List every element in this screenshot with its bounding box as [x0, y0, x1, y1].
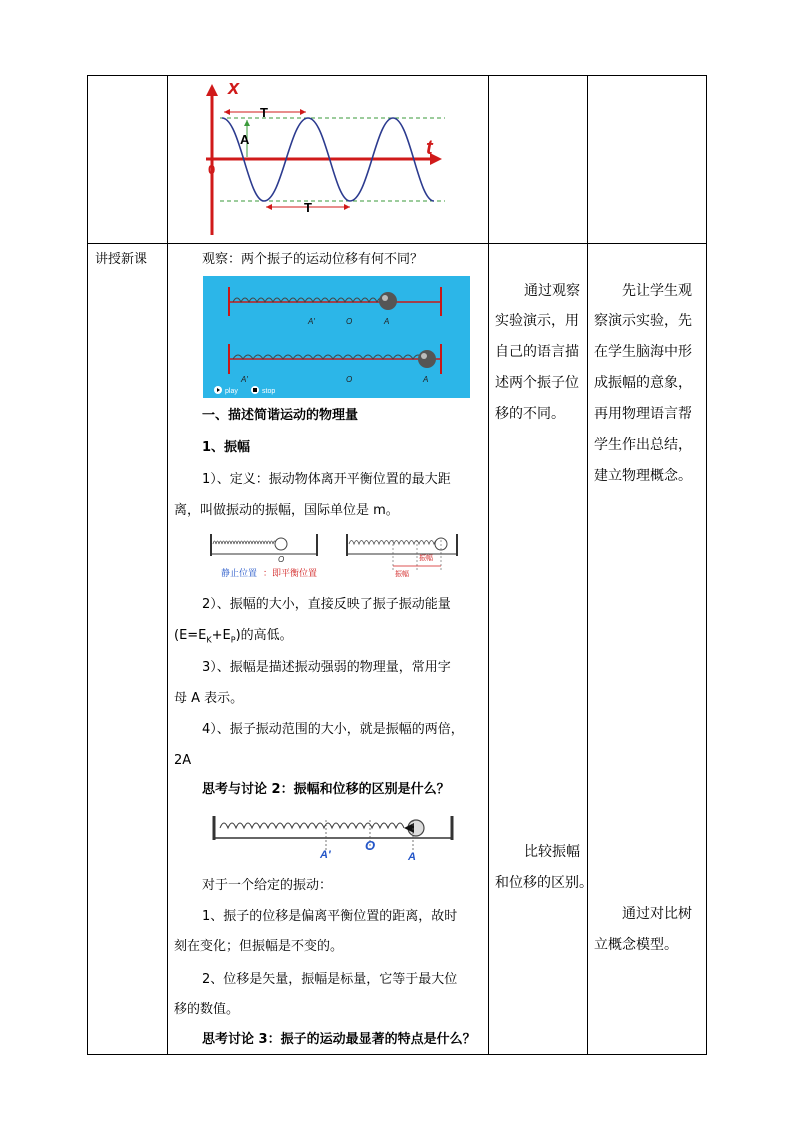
anim-o-top: O — [346, 317, 353, 326]
col-divider-2 — [167, 75, 168, 1055]
spring-label-balance: ：即平衡位置 — [263, 568, 318, 578]
given-vibration: 对于一个给定的振动： — [202, 878, 333, 893]
oscillator-animation — [203, 276, 470, 398]
point1-line-1: 1、振子的位移是偏离平衡位置的距离，故时 — [202, 909, 458, 924]
graph-x-label: x — [228, 80, 240, 99]
section-title: 一、描述简谐运动的物理量 — [202, 408, 359, 423]
point1-line-2: 刻在变化；但振幅是不变的。 — [174, 939, 344, 954]
col3-b-line-2: 和位移的区别。 — [495, 875, 593, 891]
col4-a-line-6: 学生作出总结， — [594, 437, 692, 453]
col-divider-4 — [587, 75, 588, 1055]
col3-a-line-1: 通过观察 — [524, 283, 580, 299]
spring-o-label: O — [278, 555, 285, 564]
col4-a-line-4: 成振幅的意象， — [594, 375, 692, 391]
graph-period-top: T — [260, 105, 268, 120]
point2-line-2: 移的数值。 — [174, 1002, 240, 1017]
graph-period-bottom: T — [304, 200, 312, 215]
spring-amplitude-figure — [205, 530, 463, 580]
discussion-3: 思考讨论 3：振子的运动最显著的特点是什么？ — [202, 1032, 476, 1047]
col3-b-line-1: 比较振幅 — [524, 844, 580, 860]
col4-a-line-2: 察演示实验，先 — [594, 313, 692, 329]
graph-amplitude: A — [240, 132, 250, 147]
col4-a-line-5: 再用物理语言帮 — [594, 406, 692, 422]
range-line-2: 2A — [174, 753, 192, 768]
physical-line-2: 母 A 表示。 — [174, 691, 244, 706]
anim-o-bottom: O — [346, 375, 353, 384]
col3-a-line-2: 实验演示，用 — [495, 313, 579, 329]
displacement-time-graph — [200, 80, 462, 238]
amplitude-bar-figure — [208, 810, 458, 862]
col3-a-line-3: 自己的语言描 — [495, 344, 579, 360]
col4-b-line-1: 通过对比树 — [622, 906, 692, 922]
play-button[interactable] — [214, 386, 238, 395]
col-divider-1 — [87, 75, 88, 1055]
point2-line-1: 2、位移是矢量，振幅是标量，它等于最大位 — [202, 972, 458, 987]
col3-a-line-5: 移的不同。 — [495, 406, 565, 422]
row-divider — [87, 243, 707, 244]
row-label: 讲授新课 — [95, 252, 148, 267]
physical-line-1: 3）、振幅是描述振动强弱的物理量，常用字 — [202, 660, 451, 675]
graph-t-label: t — [426, 137, 433, 159]
observe-question: 观察：两个振子的运动位移有何不同？ — [202, 252, 424, 267]
anim-a-top: A — [384, 317, 390, 326]
sub-title: 1、振幅 — [202, 440, 251, 455]
col-divider-3 — [488, 75, 489, 1055]
definition-line-2: 离，叫做振动的振幅，国际单位是 m。 — [174, 503, 399, 518]
col4-a-line-7: 建立物理概念。 — [594, 468, 692, 484]
bar-a-prime: A′ — [320, 849, 331, 861]
col4-a-line-3: 在学生脑海中形 — [594, 344, 692, 360]
spring-label-rest: 静止位置 — [221, 568, 258, 578]
table-border-bottom — [87, 1054, 707, 1055]
size-line-1: 2）、振幅的大小，直接反映了振子振动能量 — [202, 597, 451, 612]
graph-origin: 0 — [208, 162, 216, 177]
discussion-2: 思考与讨论 2：振幅和位移的区别是什么？ — [202, 782, 450, 797]
anim-a-prime-top: A′ — [308, 317, 315, 326]
anim-a-prime-bottom: A′ — [241, 375, 248, 384]
size-line-2: $(E=E_K+E_P)$的高低。 — [174, 628, 293, 645]
spring-label-amp-2: 振幅 — [419, 555, 433, 562]
play-label: play — [225, 388, 238, 395]
stop-label: stop — [262, 388, 276, 395]
table-border-top — [87, 75, 707, 76]
stop-button[interactable] — [251, 386, 275, 395]
col4-b-line-2: 立概念模型。 — [594, 937, 678, 953]
col-divider-5 — [706, 75, 707, 1055]
definition-line-1: 1）、定义：振动物体离开平衡位置的最大距 — [202, 472, 451, 487]
col3-a-line-4: 述两个振子位 — [495, 375, 579, 391]
anim-a-bottom: A — [423, 375, 429, 384]
bar-o: O — [365, 838, 376, 853]
range-line-1: 4）、振子振动范围的大小，就是振幅的两倍， — [202, 722, 464, 737]
col4-a-line-1: 先让学生观 — [622, 283, 692, 299]
spring-label-amp-1: 振幅 — [395, 571, 409, 578]
bar-a: A — [408, 851, 416, 862]
